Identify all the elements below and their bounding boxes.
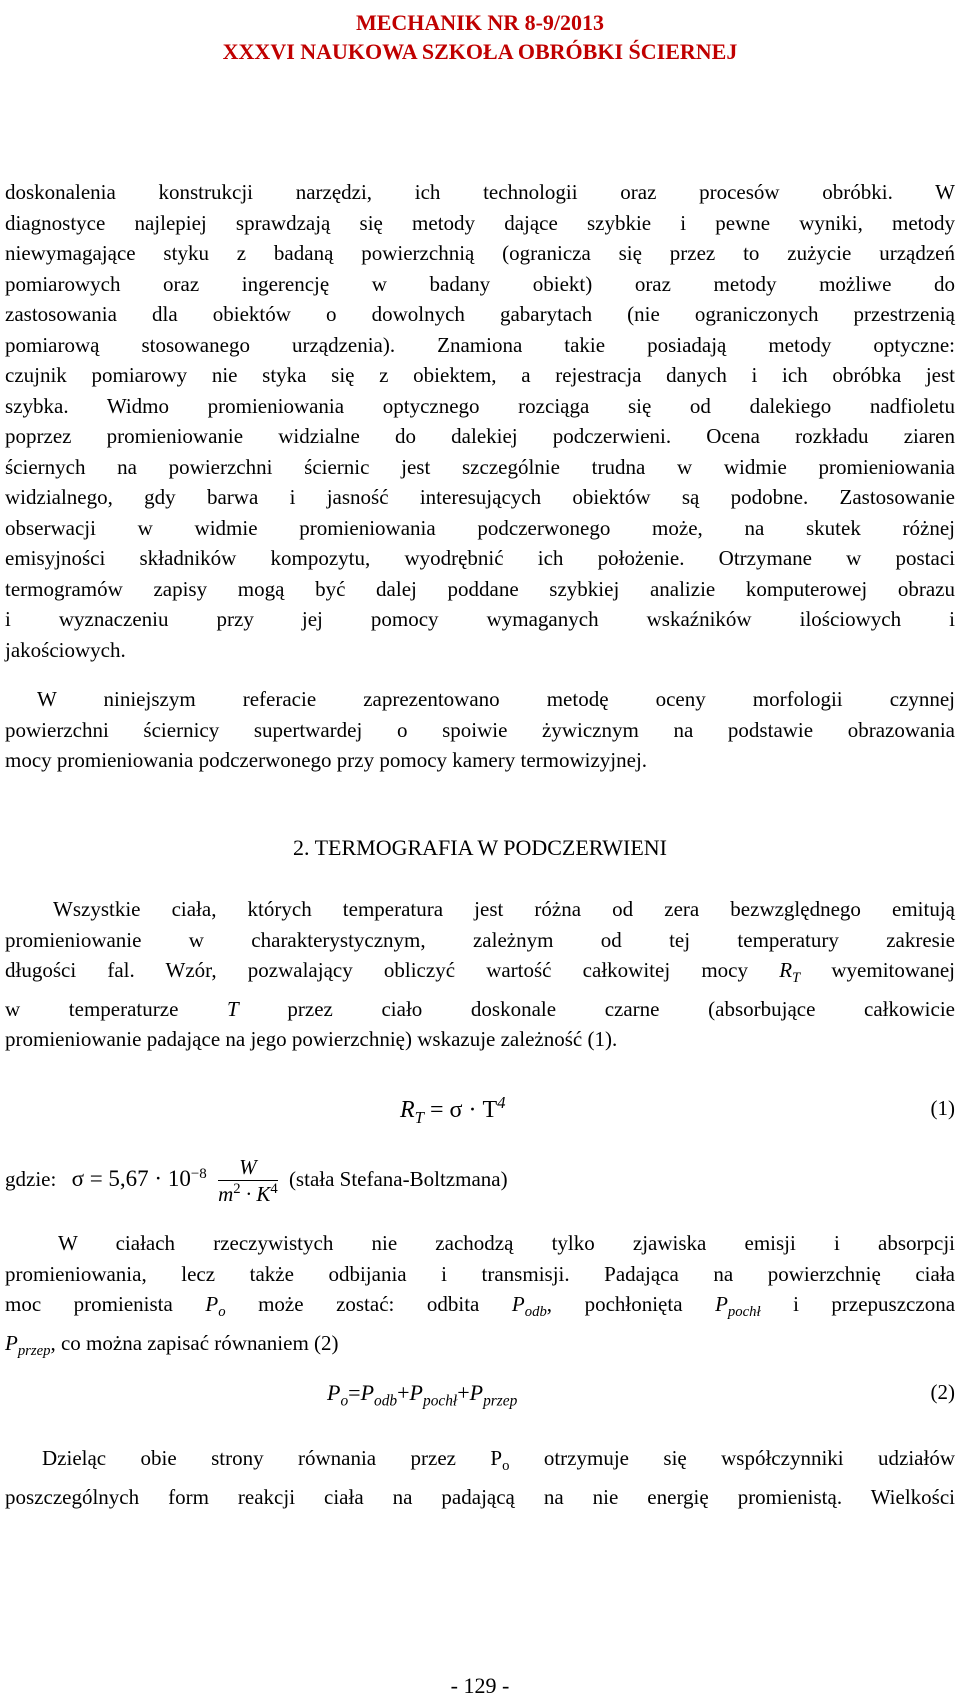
text-line: poprzez promieniowanie widzialne do dalekiej podczerwieni. Ocena rozkładu ziaren — [5, 424, 955, 448]
section-heading: 2. TERMOGRAFIA W PODCZERWIENI — [292, 835, 668, 860]
paragraph-real-bodies — [5, 1228, 955, 1366]
sigma-definition: gdzie: $\sigma = 5,67 \cdot 10^{-8}$ $\frac{W}{m^2 \cdot K^4}$ (stała Stefana-Boltzmana) — [5, 1155, 508, 1206]
text-line: długości fal. Wzór, pozwalający obliczyć wartość całkowitej mocy $R_T$ wyemitowanej — [5, 958, 956, 987]
text-line: niewymagające styku z badaną powierzchnią (ogranicza się przez to zużycie urządzeń — [5, 241, 955, 265]
text-line: poszczególnych form reakcji ciała na padającą na nie energię promienistą. Wielkości — [5, 1484, 955, 1509]
text-line: w temperaturze T przez ciało doskonale czarne (absorbujące całkowicie — [5, 996, 955, 1021]
text-line: obserwacji w widmie promieniowania podczerwonego może, na skutek różnej — [5, 515, 955, 540]
text-line: pomiarową stosowanego urządzenia). Znamiona takie posiadają metody optyczne: — [5, 332, 955, 357]
text-line: diagnostyce najlepiej sprawdzają się metody dające szybkie i pewne wyniki, metody — [5, 210, 955, 235]
text-line: zastosowania dla obiektów o dowolnych gabarytach (nie ograniczonych przestrzenią — [5, 302, 955, 326]
paragraph-aim — [5, 684, 955, 776]
header-journal-title: MECHANIK NR 8-9/2013 — [355, 10, 605, 35]
text-line: emisyjności składników kompozytu, wyodrębnić ich położenie. Otrzymane w postaci — [5, 546, 955, 570]
text-line: ściernych na powierzchni ściernic jest szczególnie trudna w widmie promieniowania — [5, 454, 955, 479]
unit-fraction: $\frac{W}{m^2 \cdot K^4}$ — [218, 1155, 278, 1206]
text-line: promieniowania, lecz także odbijania i transmisji. Padająca na powierzchnię ciała — [5, 1261, 955, 1286]
header-conference-title: XXXVI NAUKOWA SZKOŁA OBRÓBKI ŚCIERNEJ — [222, 39, 738, 64]
text-line: moc promienista $P_o$ może zostać: odbita $P_{odb}$, pochłonięta $P_{pochł}$ i przepuszczona — [5, 1292, 956, 1321]
paragraph-thermography — [5, 894, 955, 1055]
text-line: promieniowanie padające na jego powierzchnię) wskazuje zależność (1). — [5, 1027, 618, 1052]
equation-1-number: (1) — [930, 1096, 955, 1120]
text-line: widzialnego, gdy barwa i jasność interesujących obiektów są podobne. Zastosowanie — [5, 485, 955, 509]
journal-header — [0, 8, 960, 66]
text-line: Dzieląc obie strony równania przez $P_o$ otrzymuje się współczynniki udziałów — [42, 1446, 955, 1475]
paragraph-division — [5, 1443, 955, 1512]
text-line: $P_{przep}$, co można zapisać równaniem (2) — [5, 1330, 339, 1359]
text-line: szybka. Widmo promieniowania optycznego rozciąga się od dalekiego nadfioletu — [5, 393, 955, 418]
text-line: pomiarowych oraz ingerencję w badany obiekt) oraz metody możliwe do — [5, 271, 955, 296]
text-line: W niniejszym referacie zaprezentowano metodę oceny morfologii czynnej — [37, 687, 955, 711]
text-line: czujnik pomiarowy nie styka się z obiektem, a rejestracja danych i ich obróbka jest — [5, 363, 955, 387]
text-line: W ciałach rzeczywistych nie zachodzą tylko zjawiska emisji i absorpcji — [58, 1231, 955, 1255]
equation-2: $P_o=P_{odb}+P_{pochł}+P_{przep}$ — [327, 1380, 518, 1410]
text-line: i wyznaczeniu przy jej pomocy wymaganych wskaźników ilościowych i — [5, 607, 955, 631]
text-line: doskonalenia konstrukcji narzędzi, ich technologii oraz procesów obróbki. W — [5, 180, 955, 204]
text-line: jakościowych. — [5, 637, 126, 662]
text-line: powierzchni ściernicy supertwardej o spoiwie żywicznym na podstawie obrazowania — [5, 717, 955, 742]
text-line: promieniowanie w charakterystycznym, zależnym od tej temperatury zakresie — [5, 927, 955, 952]
text-line: mocy promieniowania podczerwonego przy pomocy kamery termowizyjnej. — [5, 748, 648, 772]
text-line: termogramów zapisy mogą być dalej poddane szybkiej analizie komputerowej obrazu — [5, 576, 955, 601]
equation-1: $R_T = \sigma \cdot T^4$ — [400, 1093, 506, 1127]
paragraph-intro — [5, 177, 955, 665]
page-number: - 129 - — [450, 1673, 510, 1698]
equation-2-number: (2) — [930, 1380, 955, 1404]
text-line: Wszystkie ciała, których temperatura jest różna od zera bezwzględnego emitują — [53, 897, 955, 921]
